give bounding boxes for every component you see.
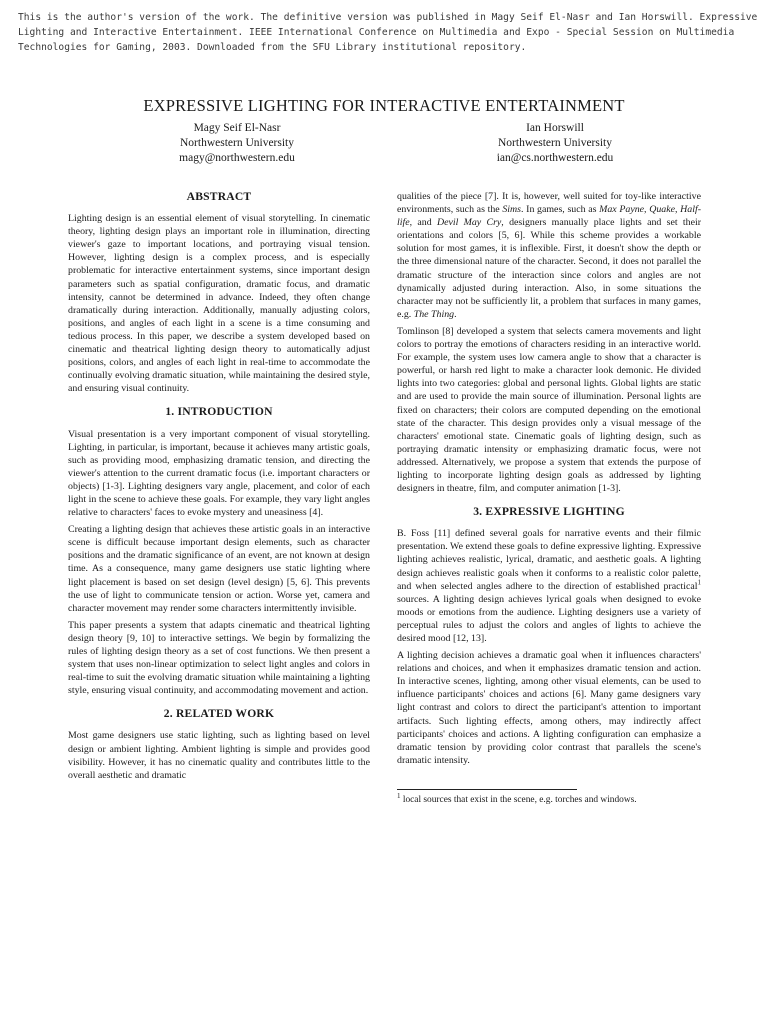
publication-notice: This is the author's version of the work. The definitive version was published in Magy Seif El-Nasr and Ian Horswill. Expressive Lighting and Interactive Entertainment. IEEE International Conference on Multimedia and Expo - Special Session on Multimedia Technologies for Gaming, 2003. Downloaded from the SFU Library institutional repository. [18, 12, 764, 53]
footnote-number: 1 [397, 791, 401, 800]
author-email: magy@northwestern.edu [179, 152, 295, 164]
author-block-1 [107, 121, 367, 166]
game-title: Sims [502, 204, 521, 216]
game-title: Quake [649, 204, 675, 216]
related-work-heading: 2. RELATED WORK [163, 707, 275, 721]
body-paragraph: B. Foss [11] defined several goals for narrative events and their filmic presentation. We extend these goals to define expressive lighting. Expressive lighting achieves realistic, lyrical, dramatic, and aesthetic goals. A lighting design achieves realistic goals when it conforms to a realistic color palette, and when selected angles adhere to the direction of established practical$^1$ sources. A lighting design achieves lyrical goals when designed to evoke moods or emotions from the audience. Lighting designers use a variety of perceptual rules to adjust the colors and angles of lights to achieve the desired mood [12, 13]. [397, 528, 701, 644]
game-title: Max Payne [599, 204, 645, 216]
game-title: Devil May Cry [436, 217, 502, 229]
paper-title: EXPRESSIVE LIGHTING FOR INTERACTIVE ENTERTAINMENT [143, 96, 625, 115]
footnote: $^1$ local sources that exist in the scene, e.g. torches and windows. [397, 791, 637, 805]
body-paragraph: qualities of the piece [7]. It is, however, well suited for toy-like interactive environments, such as the Sims. In games, such as Max Payne, Quake, Half-life, and Devil May Cry, designers manually place lights and set their orientations and colors [5, 6]. While this scheme provides a workable solution for most games, it is inflexible. First, it doesn't show the depth or the three dimensional nature of the character. Second, it does not parallel the dramatic structure of the interaction since colors and angles are not dynamically adjusted during interaction. Also, in some situations the character may not be sufficiently lit, a problem that surfaces in many games, e.g. The Thing. [397, 191, 701, 320]
author-name: Ian Horswill [526, 122, 584, 134]
right-column [397, 190, 701, 806]
game-title: Half-life [397, 204, 701, 229]
author-affiliation: Northwestern University [179, 137, 295, 149]
author-name: Magy Seif El-Nasr [193, 122, 281, 134]
author-email: ian@cs.northwestern.edu [496, 152, 614, 164]
game-title: The Thing [413, 308, 455, 320]
footnote-marker: 1 [697, 578, 701, 587]
author-affiliation: Northwestern University [497, 137, 613, 149]
introduction-heading: 1. INTRODUCTION [165, 405, 273, 419]
abstract-heading: ABSTRACT [186, 190, 252, 203]
abstract-paragraph: Lighting design is an essential element of visual storytelling. In cinematic theory, lighting design plays an important role in illumination, directing viewer's gaze to important locations, and portraying visual tension. However, lighting design is a complex process, and is especially problematic for interactive entertainment systems, since important design parameters such as spatial configuration, dramatic focus, and dramatic intensity, cannot be determined in advance. Indeed, they often change dramatically during interaction. Additionally, manually adjusting colors, positions, and angles of each light in a scene is a time consuming and tedious process. In this paper, we describe a system developed based on cinematic and theatrical lighting design theory to automatically adjust positions, colors, and angles of each light in real-time to accommodate the continually evolving dramatic situation, while maintaining the desired style, and ensuring visual continuity. [68, 213, 370, 395]
footnote-divider [397, 789, 577, 790]
body-paragraph: Most game designers use static lighting, such as lighting based on level design or ambient lighting. Ambient lighting is simple and provides good visibility. However, it has no cinematic quality and contributes little to the overall aesthetic and dramatic [68, 730, 370, 781]
expressive-lighting-heading: 3. EXPRESSIVE LIGHTING [473, 505, 625, 519]
author-block-2 [425, 121, 685, 166]
body-paragraph: Creating a lighting design that achieves these artistic goals in an interactive scene is difficult because important design elements, such as character positions and the dramatic significance of an event, are not known at design time. As a consequence, many game designers use static lighting where light placement is based on set design (level design) [5, 6]. This prevents the use of light to communicate tension or action. Worse yet, camera and character movement may render some characters intermittently invisible. [68, 524, 370, 614]
body-paragraph: Tomlinson [8] developed a system that selects camera movements and light colors to portray the emotions of characters residing in an interactive world. For example, the system uses low camera angle to show that a character is powerful, or harsh red light to make a character look demonic. He divided lights into two categories: global and personal lights. Global lights are static and are used to provide the main source of illumination. Personal lights are fixed on characters; their colors are computed depending on the emotional state of the character. This design provides only a visual message of the characters' emotional state. Cinematic goals of lighting design, such as portraying dramatic intensity or emphasizing dramatic focus, were not addressed. Alternatively, we propose a system that extends the purpose of lighting to incorporate lighting design goals as addressed by lighting designers in theatre, film, and computer animation [1-3]. [397, 325, 701, 495]
left-column [68, 190, 370, 786]
body-paragraph: A lighting decision achieves a dramatic goal when it influences characters' relations and choices, and when it emphasizes dramatic tension and action. In interactive scenes, lighting, among other visual elements, can be used to influence participants' choices and actions [6]. Many game designers vary light contrast and colors to direct the participant's attention to important artifacts. Such lighting effects, among others, may indirectly affect participants' choices and actions. A lighting configuration can emphasize a dramatic tension by providing color contrast that parallels the scene's dramatic intensity. [397, 650, 701, 766]
body-paragraph: Visual presentation is a very important component of visual storytelling. Lighting, in particular, is important, because it achieves many artistic goals, such as providing mood, emphasizing dramatic tension, and directing the viewer's attention to the current dramatic focus (i.e. important characters or objects) [1-3]. Lighting designers vary angle, placement, and color of each light in the scene to achieve these goals. For example, they vary light angles relative to characters' faces to evoke mystery and uneasiness [4]. [68, 428, 370, 519]
body-paragraph: This paper presents a system that adapts cinematic and theatrical lighting design theory [9, 10] to interactive settings. We begin by formalizing the rules of lighting design theory as a set of cost functions. We then present a system that uses non-linear optimization to select light angles and colors in real-time to suit the evolving dramatic situation while maintaining a lighting style, ensuring visual continuity, and accommodating movement and action. [68, 619, 370, 697]
